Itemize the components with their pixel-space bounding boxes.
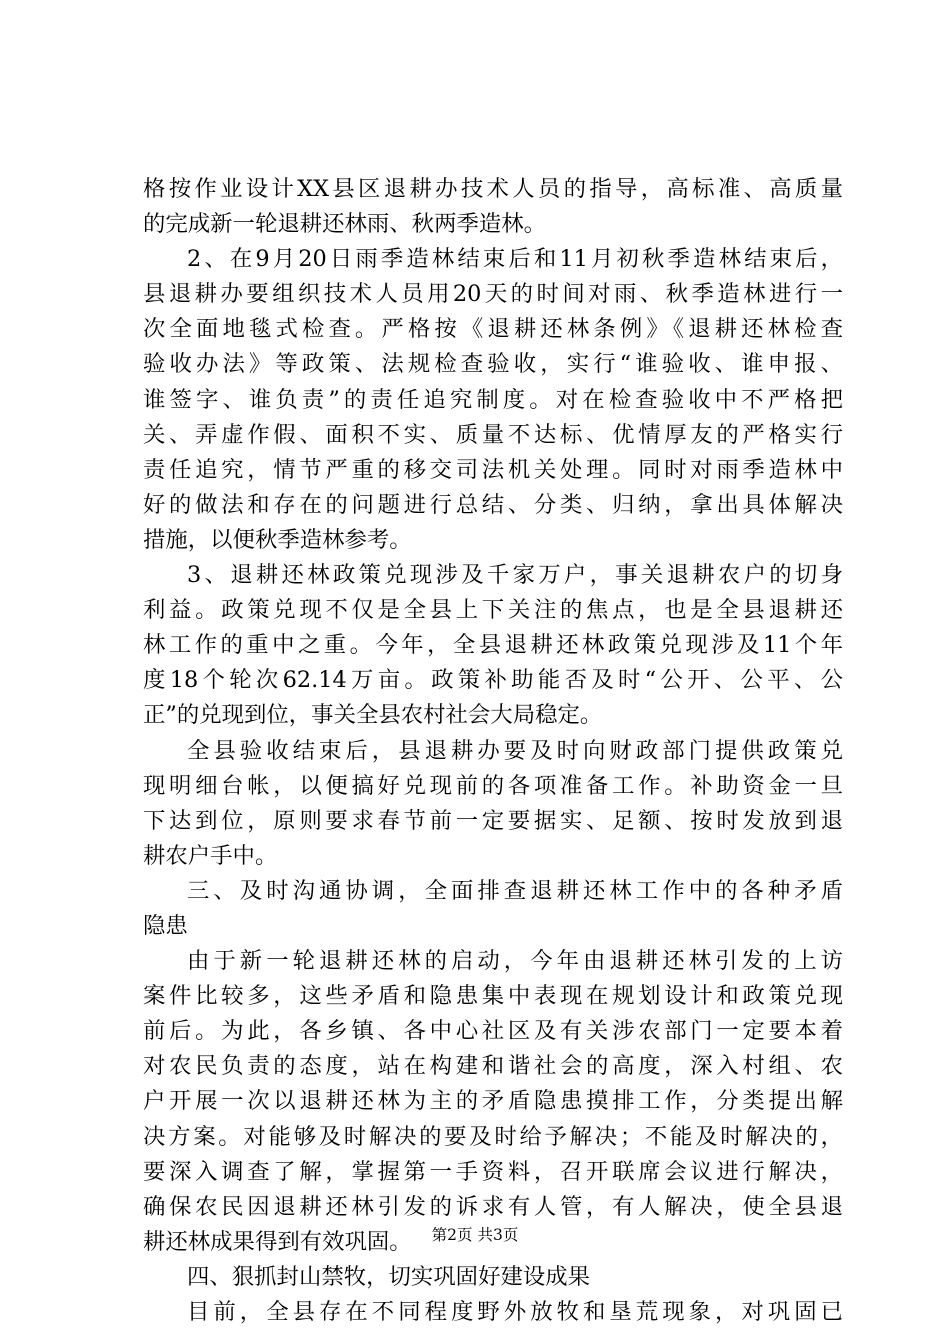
text-line: 案件比较多，这些矛盾和隐患集中表现在规划设计和政策兑现	[143, 983, 843, 1010]
text-line: 确保农民因退耕还林引发的诉求有人管，有人解决，使全县退	[143, 1193, 843, 1220]
text-line: 措施，以便秋季造林参考。	[143, 526, 412, 553]
text-line: 下达到位，原则要求春节前一定要据实、足额、按时发放到退	[143, 807, 843, 834]
text-line: 利益。政策兑现不仅是全县上下关注的焦点，也是全县退耕还	[143, 597, 843, 624]
text-line: 目前，全县存在不同程度野外放牧和垦荒现象，对巩固已	[187, 1299, 843, 1325]
text-line: 决方案。对能够及时解决的要及时给予解决；不能及时解决的，	[143, 1123, 843, 1150]
text-line: 户开展一次以退耕还林为主的矛盾隐患摸排工作，分类提出解	[143, 1088, 843, 1115]
text-line: 耕农户手中。	[143, 842, 278, 869]
text-line: 隐患	[143, 912, 188, 939]
text-line: 关、弄虚作假、面积不实、质量不达标、优情厚友的严格实行	[143, 421, 843, 448]
text-line: 现明细台帐，以便搞好兑现前的各项准备工作。补助资金一旦	[143, 772, 843, 799]
text-line: 前后。为此，各乡镇、各中心社区及有关涉农部门一定要本着	[143, 1018, 843, 1045]
text-line: 对农民负责的态度，站在构建和谐社会的高度，深入村组、农	[143, 1053, 843, 1080]
text-line: 验收办法》等政策、法规检查验收，实行“谁验收、谁申报、	[143, 351, 843, 378]
document-body	[143, 172, 843, 1330]
text-line: 好的做法和存在的问题进行总结、分类、归纳，拿出具体解决	[143, 491, 843, 518]
text-line: 次全面地毯式检查。严格按《退耕还林条例》《退耕还林检查	[143, 316, 843, 343]
text-line: 责任追究，情节严重的移交司法机关处理。同时对雨季造林中	[143, 456, 843, 483]
text-line: 要深入调查了解，掌握第一手资料，召开联席会议进行解决，	[143, 1158, 843, 1185]
text-line: 四、狠抓封山禁牧，切实巩固好建设成果	[187, 1263, 591, 1290]
text-line: 三、及时沟通协调，全面排查退耕还林工作中的各种矛盾	[187, 877, 843, 904]
text-line: 由于新一轮退耕还林的启动，今年由退耕还林引发的上访	[187, 948, 843, 975]
text-line: 2、在9月20日雨季造林结束后和11月初秋季造林结束后，	[187, 246, 843, 273]
page-footer: 第2页 共3页	[431, 1226, 519, 1244]
text-line: 度18个轮次62.14万亩。政策补助能否及时“公开、公平、公	[143, 667, 843, 694]
text-line: 谁签字、谁负责”的责任追究制度。对在检查验收中不严格把	[143, 386, 843, 413]
text-line: 格按作业设计XX县区退耕办技术人员的指导，高标准、高质量	[143, 176, 843, 202]
text-line: 县退耕办要组织技术人员用20天的时间对雨、秋季造林进行一	[143, 281, 843, 308]
text-line: 耕还林成果得到有效巩固。	[143, 1228, 412, 1255]
text-line: 正”的兑现到位，事关全县农村社会大局稳定。	[143, 702, 603, 729]
text-line: 3、退耕还林政策兑现涉及千家万户，事关退耕农户的切身	[187, 562, 843, 589]
text-line: 全县验收结束后，县退耕办要及时向财政部门提供政策兑	[187, 737, 843, 764]
text-line: 林工作的重中之重。今年，全县退耕还林政策兑现涉及11个年	[143, 632, 843, 659]
text-line: 的完成新一轮退耕还林雨、秋两季造林。	[143, 211, 547, 238]
